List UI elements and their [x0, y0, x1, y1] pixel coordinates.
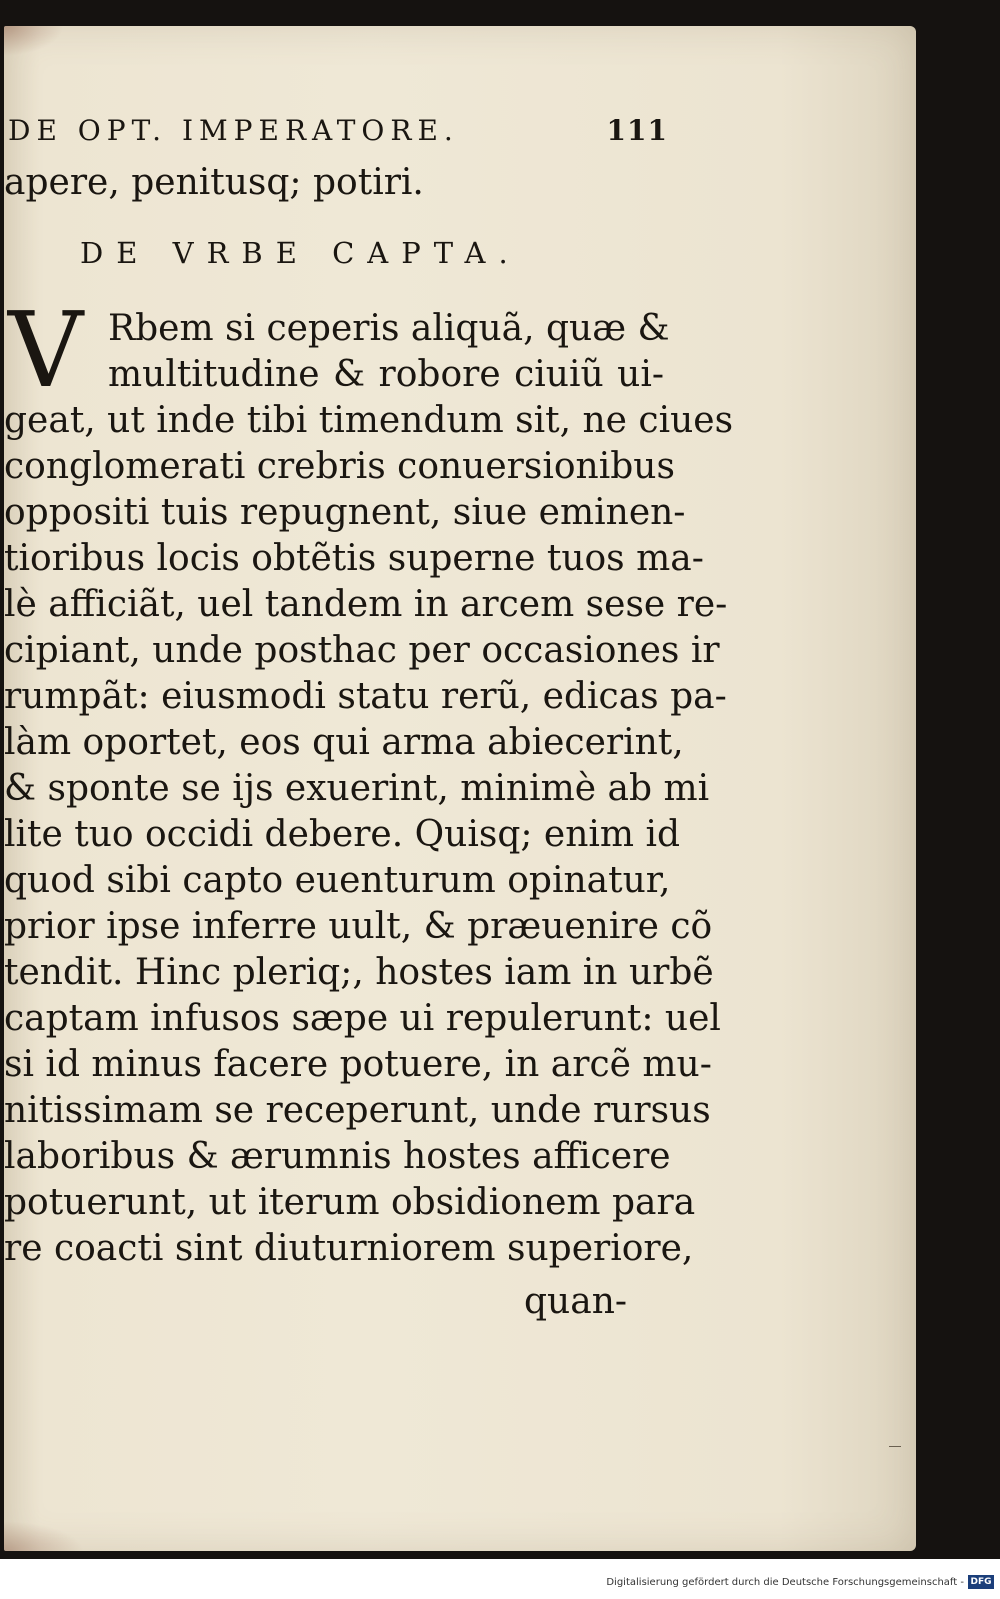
catchword: quan- — [524, 1281, 628, 1322]
text-line: re coacti sint diuturniorem superiore, — [4, 1228, 694, 1269]
text-line: potuerunt, ut iterum obsidionem para — [4, 1182, 696, 1223]
drop-initial: V — [8, 289, 84, 411]
page-stain — [4, 26, 64, 56]
text-line: làm oportet, eos qui arma abiecerint, — [4, 722, 684, 763]
text-line: lite tuo occidi debere. Quisq; enim id — [4, 814, 681, 855]
text-line: rumpãt: eiusmodi statu rerũ, edicas pa- — [4, 676, 727, 717]
dfg-logo-icon: DFG — [968, 1575, 994, 1589]
text-line: multitudine & robore ciuiũ ui- — [108, 354, 664, 395]
text-line: laboribus & ærumnis hostes afficere — [4, 1136, 671, 1177]
text-line: si id minus facere potuere, in arcẽ mu- — [4, 1044, 712, 1085]
text-line: & sponte se ijs exuerint, minimè ab mi — [4, 768, 710, 809]
folio-number: 111 — [606, 114, 668, 147]
text-line: prior ipse inferre uult, & præuenire cõ — [4, 906, 713, 947]
text-line: apere, penitusq; potiri. — [4, 162, 424, 203]
page-stain — [4, 1521, 84, 1551]
text-line: quod sibi capto euenturum opinatur, — [4, 860, 671, 901]
page-mark — [889, 1446, 901, 1447]
text-line: captam infusos sæpe ui repulerunt: uel — [4, 998, 721, 1039]
text-line: nitissimam se receperunt, unde rursus — [4, 1090, 711, 1131]
text-line: cipiant, unde posthac per occasiones ir — [4, 630, 720, 671]
text-line: lè afficiãt, uel tandem in arcem sese re- — [4, 584, 728, 625]
text-line: tioribus locis obtẽtis superne tuos ma- — [4, 538, 704, 579]
text-line: geat, ut inde tibi timendum sit, ne ciues — [4, 400, 734, 441]
text-line: conglomerati crebris conuersionibus — [4, 446, 675, 487]
text-line: Rbem si ceperis aliquã, quæ & — [108, 308, 670, 349]
book-page — [4, 26, 916, 1551]
running-head — [8, 114, 668, 154]
running-title: DE OPT. IMPERATORE. — [8, 114, 459, 147]
text-line: oppositi tuis repugnent, siue eminen- — [4, 492, 686, 533]
footer-bar — [0, 1559, 1000, 1599]
section-title: DE VRBE CAPTA. — [80, 236, 521, 270]
funding-credit: Digitalisierung gefördert durch die Deutsche Forschungsgemeinschaft - — [606, 1577, 964, 1588]
text-line: tendit. Hinc pleriq;, hostes iam in urbẽ — [4, 952, 714, 993]
